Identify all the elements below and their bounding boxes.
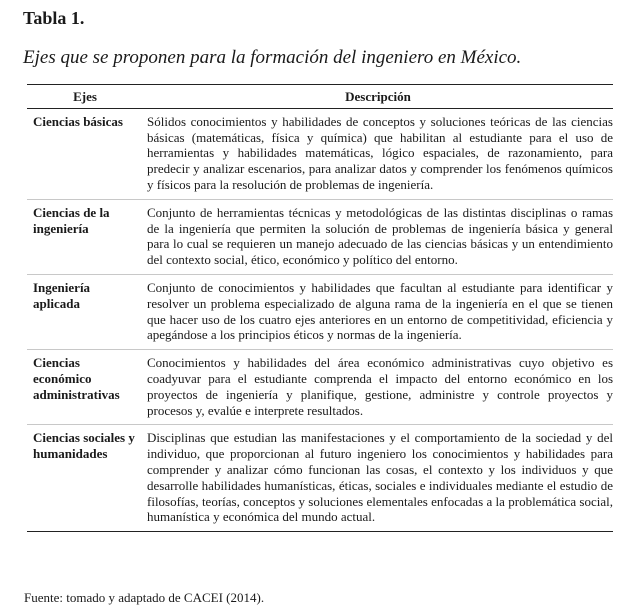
table-header (27, 85, 613, 109)
table-number: Tabla 1. (23, 8, 85, 28)
table-row (27, 274, 613, 349)
ejes-table (27, 84, 613, 532)
eje-cell: Ciencias sociales y humanidades (27, 425, 143, 532)
eje-cell: Ciencias básicas (27, 108, 143, 199)
table-row (27, 108, 613, 199)
descripcion-cell: Disciplinas que estudian las manifestaciones y el comportamiento de la sociedad y del individuo, que proporcionan al futuro ingeniero los conocimientos y habilidades para comprender y analizar cómo funcionan las cosas, el contexto y los individuos y que desarrolle habilidades humanísticas, éticas, sociales e individuales mediante el estudio de filosofías, teorías, conceptos y soluciones elementales enfocadas a la problemática social, humanística y económica del mundo actual. (143, 425, 613, 532)
table-row (27, 350, 613, 425)
eje-cell: Ciencias económico administrativas (27, 350, 143, 425)
column-header-descripcion: Descripción (143, 85, 613, 109)
descripcion-cell: Conjunto de conocimientos y habilidades que facultan al estudiante para identificar y resolver un problema especializado de alguna rama de la ingeniería en el que se tienen que hacer uso de los cuatro ejes anteriores en un entorno de competitividad, eficiencia y apegándose a los principios éticos y normas de la ingeniería. (143, 274, 613, 349)
table-row (27, 199, 613, 274)
source-note: Fuente: tomado y adaptado de CACEI (2014). (24, 590, 265, 605)
descripcion-cell: Conocimientos y habilidades del área económico administrativas cuyo objetivo es coadyuvar para el estudiante comprenda el impacto del entorno económico en los proyectos de ingeniería y planifique, gestione, administre y controle proyectos y procesos y, evalúe e interprete resultados. (143, 350, 613, 425)
eje-cell: Ingeniería aplicada (27, 274, 143, 349)
table-body (27, 108, 613, 531)
column-header-ejes: Ejes (27, 85, 143, 109)
header-row (27, 85, 613, 109)
table-row (27, 425, 613, 532)
eje-cell: Ciencias de la ingeniería (27, 199, 143, 274)
table-caption: Ejes que se proponen para la formación del ingeniero en México. (23, 47, 522, 68)
descripcion-cell: Sólidos conocimientos y habilidades de conceptos y soluciones teóricas de las ciencias básicas (matemáticas, física y química) que habilitan al estudiante para el uso de herramientas y habilidades matemáticas, lógico espaciales, de razonamiento, para predecir y analizar escenarios, para analizar datos y comprender los fenómenos químicos y físicos para la resolución de problemas de ingeniería. (143, 108, 613, 199)
descripcion-cell: Conjunto de herramientas técnicas y metodológicas de las distintas disciplinas o ramas de la ingeniería que permiten la solución de problemas de ingeniería básica y general para lo cual se requieren un manejo adecuado de las ciencias básicas y un entendimiento del contexto social, ético, económico y político del entorno. (143, 199, 613, 274)
